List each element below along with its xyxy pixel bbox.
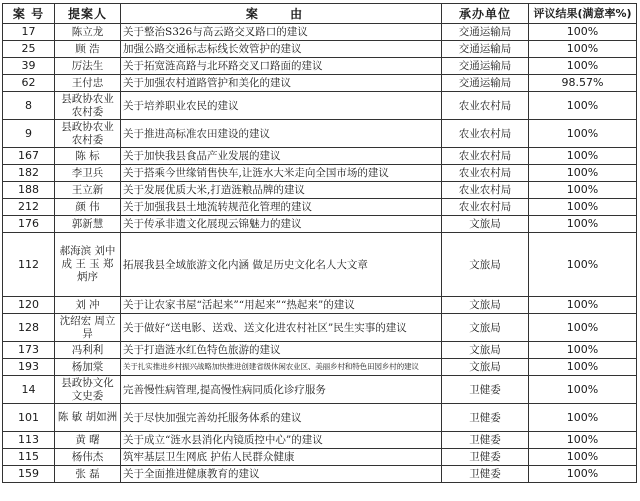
result: 100%	[529, 314, 637, 342]
result: 100%	[529, 41, 637, 58]
proposer: 顾 浩	[55, 41, 121, 58]
proposer: 王立新	[55, 182, 121, 199]
table-row	[3, 199, 637, 216]
table-row	[3, 359, 637, 376]
case-no: 120	[3, 297, 55, 314]
result: 100%	[529, 342, 637, 359]
unit: 农业农村局	[442, 120, 529, 148]
unit: 文旅局	[442, 314, 529, 342]
table-row	[3, 449, 637, 466]
case-no: 115	[3, 449, 55, 466]
result: 100%	[529, 24, 637, 41]
reason: 加强公路交通标志标线长效管护的建议	[121, 41, 442, 58]
table-row	[3, 182, 637, 199]
unit: 农业农村局	[442, 199, 529, 216]
table-row	[3, 58, 637, 75]
unit: 文旅局	[442, 233, 529, 297]
unit: 文旅局	[442, 359, 529, 376]
result: 100%	[529, 233, 637, 297]
header-result: 评议结果(满意率%)	[529, 4, 637, 24]
proposer: 郝海滨 刘中成 王 玉 郑炳序	[55, 233, 121, 297]
result: 100%	[529, 182, 637, 199]
case-no: 9	[3, 120, 55, 148]
proposer: 颜 伟	[55, 199, 121, 216]
header-case-no: 案 号	[3, 4, 55, 24]
unit: 卫健委	[442, 449, 529, 466]
table-row	[3, 148, 637, 165]
result: 100%	[529, 404, 637, 432]
reason: 关于成立“涟水县消化内镜质控中心”的建议	[121, 432, 442, 449]
proposer: 黄 曙	[55, 432, 121, 449]
unit: 农业农村局	[442, 182, 529, 199]
reason: 关于扎实推进乡村振兴战略加快推进创建省级休闲农业区、美丽乡村和特色田园乡村的建议	[121, 359, 442, 376]
proposer: 陈 标	[55, 148, 121, 165]
table-row	[3, 466, 637, 483]
table-row	[3, 24, 637, 41]
result: 100%	[529, 432, 637, 449]
case-no: 25	[3, 41, 55, 58]
unit: 农业农村局	[442, 148, 529, 165]
result: 98.57%	[529, 75, 637, 92]
unit: 卫健委	[442, 376, 529, 404]
header-unit: 承办单位	[442, 4, 529, 24]
result: 100%	[529, 92, 637, 120]
unit: 文旅局	[442, 216, 529, 233]
unit: 卫健委	[442, 466, 529, 483]
reason: 关于传承非遗文化展现云锦魅力的建议	[121, 216, 442, 233]
table-row	[3, 120, 637, 148]
proposer: 沈绍宏 周立异	[55, 314, 121, 342]
table-row	[3, 297, 637, 314]
case-no: 113	[3, 432, 55, 449]
result: 100%	[529, 199, 637, 216]
result: 100%	[529, 376, 637, 404]
table-row	[3, 342, 637, 359]
proposer: 李卫兵	[55, 165, 121, 182]
case-no: 112	[3, 233, 55, 297]
table-row	[3, 404, 637, 432]
result: 100%	[529, 148, 637, 165]
table-row	[3, 165, 637, 182]
case-no: 17	[3, 24, 55, 41]
proposer: 县政协农业农村委	[55, 92, 121, 120]
reason: 完善慢性病管理,提高慢性病同质化诊疗服务	[121, 376, 442, 404]
unit: 农业农村局	[442, 92, 529, 120]
proposer: 张 磊	[55, 466, 121, 483]
reason: 关于全面推进健康教育的建议	[121, 466, 442, 483]
case-no: 14	[3, 376, 55, 404]
reason: 关于拓宽涟高路与北环路交叉口路面的建议	[121, 58, 442, 75]
reason: 关于做好“送电影、送戏、送文化进农村社区”民生实事的建议	[121, 314, 442, 342]
result: 100%	[529, 165, 637, 182]
unit: 文旅局	[442, 297, 529, 314]
case-no: 212	[3, 199, 55, 216]
proposer: 刘 冲	[55, 297, 121, 314]
header-reason: 案 由	[121, 4, 442, 24]
proposer: 王付忠	[55, 75, 121, 92]
table-row	[3, 75, 637, 92]
proposer: 冯利利	[55, 342, 121, 359]
reason: 筑牢基层卫生网底 护佑人民群众健康	[121, 449, 442, 466]
unit: 交通运输局	[442, 75, 529, 92]
unit: 文旅局	[442, 342, 529, 359]
proposer: 杨伟杰	[55, 449, 121, 466]
reason: 关于让农家书屋“活起来”“用起来”“热起来”的建议	[121, 297, 442, 314]
unit: 卫健委	[442, 432, 529, 449]
reason: 关于推进高标准农田建设的建议	[121, 120, 442, 148]
table-row	[3, 233, 637, 297]
reason: 关于尽快加强完善幼托服务体系的建议	[121, 404, 442, 432]
unit: 交通运输局	[442, 41, 529, 58]
result: 100%	[529, 359, 637, 376]
reason: 关于加快我县食品产业发展的建议	[121, 148, 442, 165]
unit: 交通运输局	[442, 58, 529, 75]
result: 100%	[529, 58, 637, 75]
reason: 关于培养职业农民的建议	[121, 92, 442, 120]
proposal-evaluation-table	[2, 3, 637, 483]
reason: 关于加强农村道路管护和美化的建议	[121, 75, 442, 92]
case-no: 176	[3, 216, 55, 233]
result: 100%	[529, 216, 637, 233]
result: 100%	[529, 449, 637, 466]
case-no: 101	[3, 404, 55, 432]
case-no: 182	[3, 165, 55, 182]
table-row	[3, 216, 637, 233]
case-no: 167	[3, 148, 55, 165]
unit: 卫健委	[442, 404, 529, 432]
unit: 交通运输局	[442, 24, 529, 41]
proposer: 县政协农业农村委	[55, 120, 121, 148]
reason: 关于打造涟水红色特色旅游的建议	[121, 342, 442, 359]
reason: 拓展我县全域旅游文化内涵 做足历史文化名人大文章	[121, 233, 442, 297]
reason: 关于发展优质大米,打造涟粮品牌的建议	[121, 182, 442, 199]
case-no: 39	[3, 58, 55, 75]
header-row	[3, 4, 637, 24]
case-no: 128	[3, 314, 55, 342]
proposer: 陈立龙	[55, 24, 121, 41]
case-no: 62	[3, 75, 55, 92]
table-row	[3, 432, 637, 449]
case-no: 8	[3, 92, 55, 120]
case-no: 173	[3, 342, 55, 359]
reason: 关于加强我县土地流转规范化管理的建议	[121, 199, 442, 216]
table-row	[3, 41, 637, 58]
proposer: 杨加棠	[55, 359, 121, 376]
proposer: 郭新慧	[55, 216, 121, 233]
proposer: 县政协文化文史委	[55, 376, 121, 404]
proposer: 陈 敏 胡如洲	[55, 404, 121, 432]
table-row	[3, 376, 637, 404]
table-row	[3, 314, 637, 342]
case-no: 193	[3, 359, 55, 376]
result: 100%	[529, 120, 637, 148]
result: 100%	[529, 297, 637, 314]
reason: 关于整治S326与高云路交叉路口的建议	[121, 24, 442, 41]
case-no: 188	[3, 182, 55, 199]
proposer: 厉法生	[55, 58, 121, 75]
unit: 农业农村局	[442, 165, 529, 182]
table-row	[3, 92, 637, 120]
reason: 关于搭乘今世缘销售快车,让涟水大米走向全国市场的建议	[121, 165, 442, 182]
result: 100%	[529, 466, 637, 483]
case-no: 159	[3, 466, 55, 483]
header-proposer: 提案人	[55, 4, 121, 24]
